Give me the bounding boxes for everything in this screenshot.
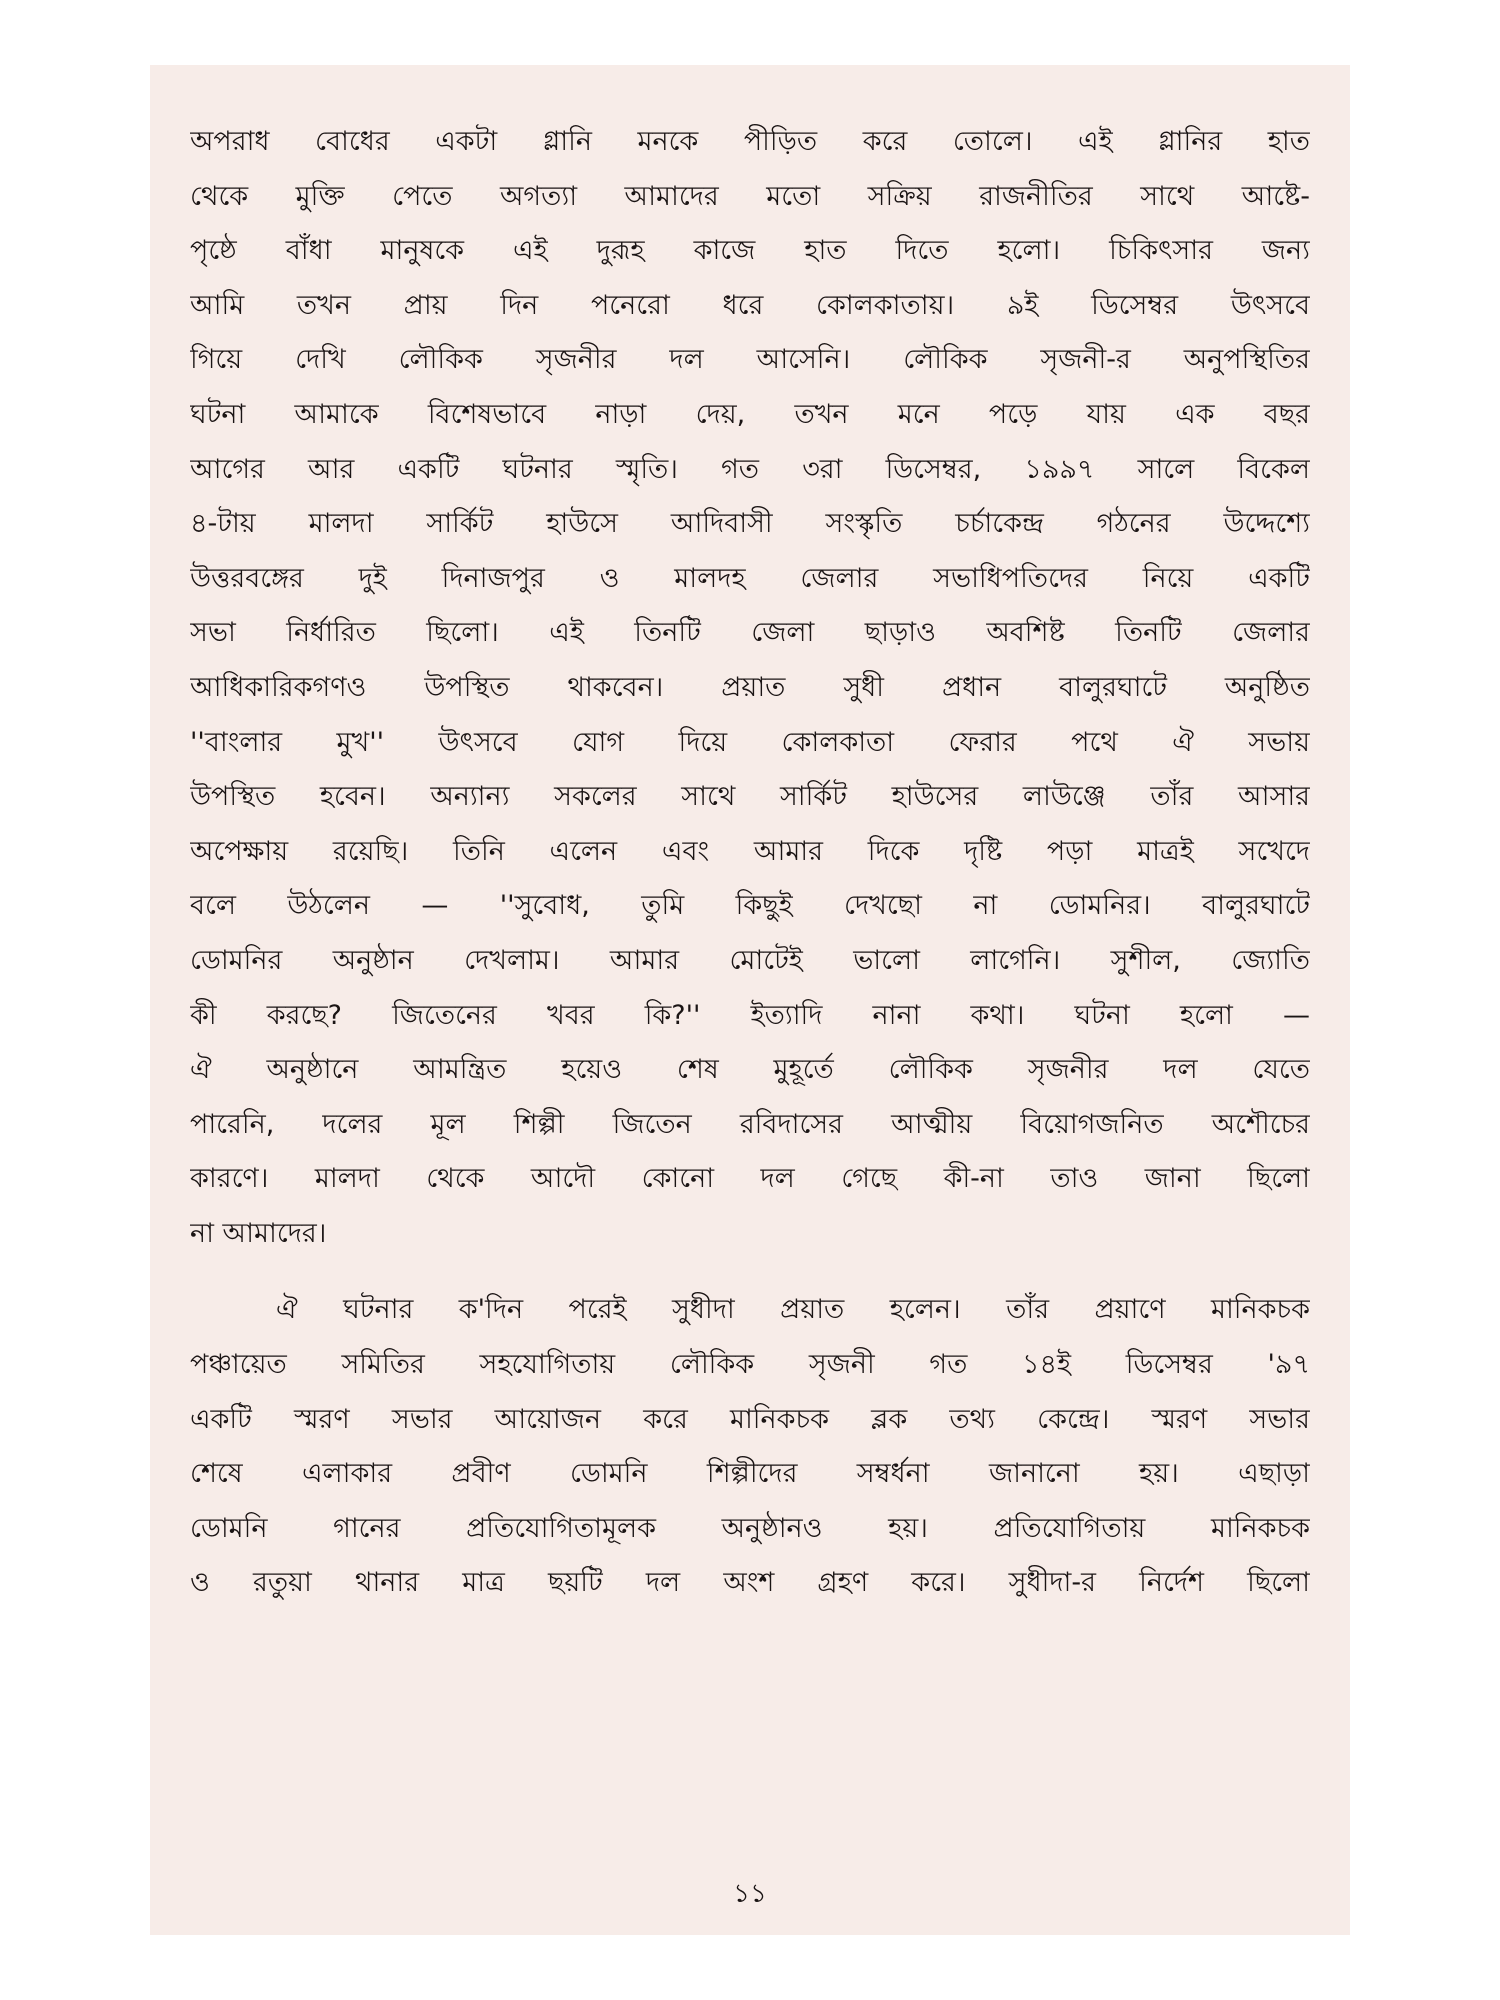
text-line: অপরাধ বোধের একটা গ্লানি মনকে পীড়িত করে তোলে। এই গ্লানির হাত — [190, 126, 1310, 157]
text-line: কী করছে? জিতেনের খবর কি?'' ইত্যাদি নানা কথা। ঘটনা হলো — — [190, 999, 1310, 1031]
page-number: ১১ — [733, 1879, 767, 1909]
text-line: ঐ অনুষ্ঠানে আমন্ত্রিত হয়েও শেষ মুহূর্তে লৌকিক সৃজনীর দল যেতে — [190, 1054, 1310, 1086]
text-line: পৃষ্ঠে বাঁধা মানুষকে এই দুরূহ কাজে হাত দিতে হলো। চিকিৎসার জন্য — [190, 235, 1310, 267]
text-line: ''বাংলার মুখ'' উৎসবে যোগ দিয়ে কোলকাতা ফেরার পথে ঐ সভায় — [190, 726, 1310, 758]
paragraph-gap — [190, 1261, 1310, 1283]
text-line: ডোমনির অনুষ্ঠান দেখলাম। আমার মোটেই ভালো লাগেনি। সুশীল, জ্যোতি — [190, 944, 1310, 976]
text-line: পঞ্চায়েত সমিতির সহযোগিতায় লৌকিক সৃজনী গত ১৪ই ডিসেম্বর '৯৭ — [190, 1349, 1310, 1381]
text-line: ও রতুয়া থানার মাত্র ছয়টি দল অংশ গ্রহণ করে। সুধীদা-র নির্দেশ ছিলো — [190, 1567, 1310, 1599]
text-line: ঘটনা আমাকে বিশেষভাবে নাড়া দেয়, তখন মনে পড়ে যায় এক বছর — [190, 398, 1310, 430]
text-line: ৪-টায় মালদা সার্কিট হাউসে আদিবাসী সংস্কৃতি চর্চাকেন্দ্র গঠনের উদ্দেশ্যে — [190, 508, 1310, 540]
paragraph-2 — [190, 1283, 1310, 1611]
book-page — [150, 65, 1350, 1935]
text-line: উত্তরবঙ্গের দুই দিনাজপুর ও মালদহ জেলার সভাধিপতিদের নিয়ে একটি — [190, 562, 1310, 594]
text-line: আধিকারিকগণও উপস্থিত থাকবেন। প্রয়াত সুধী প্রধান বালুরঘাটে অনুষ্ঠিত — [190, 671, 1310, 703]
text-line: অপেক্ষায় রয়েছি। তিনি এলেন এবং আমার দিকে দৃষ্টি পড়া মাত্রই সখেদে — [190, 835, 1310, 867]
text-line: না আমাদের। — [190, 1217, 327, 1249]
text-line: ডোমনি গানের প্রতিযোগিতামূলক অনুষ্ঠানও হয়। প্রতিযোগিতায় মানিকচক — [190, 1512, 1310, 1544]
text-line: গিয়ে দেখি লৌকিক সৃজনীর দল আসেনি। লৌকিক সৃজনী-র অনুপস্থিতির — [190, 344, 1310, 376]
text-line: আগের আর একটি ঘটনার স্মৃতি। গত ৩রা ডিসেম্বর, ১৯৯৭ সালে বিকেল — [190, 453, 1310, 485]
text-line: পারেনি, দলের মূল শিল্পী জিতেন রবিদাসের আত্মীয় বিয়োগজনিত অশৌচের — [190, 1108, 1310, 1140]
text-line: আমি তখন প্রায় দিন পনেরো ধরে কোলকাতায়। ৯ই ডিসেম্বর উৎসবে — [190, 289, 1310, 321]
body-text — [190, 115, 1310, 1611]
text-line: বলে উঠলেন — ''সুবোধ, তুমি কিছুই দেখছো না ডোমনির। বালুরঘাটে — [190, 890, 1310, 922]
text-line: একটি স্মরণ সভার আয়োজন করে মানিকচক ব্লক তথ্য কেন্দ্রে। স্মরণ সভার — [190, 1403, 1310, 1435]
text-line: শেষে এলাকার প্রবীণ ডোমনি শিল্পীদের সম্বর্ধনা জানানো হয়। এছাড়া — [190, 1458, 1310, 1490]
text-line: উপস্থিত হবেন। অন্যান্য সকলের সাথে সার্কিট হাউসের লাউঞ্জে তাঁর আসার — [190, 781, 1310, 813]
text-line: ঐ ঘটনার ক'দিন পরেই সুধীদা প্রয়াত হলেন। তাঁর প্রয়াণে মানিকচক — [276, 1294, 1310, 1326]
text-line: থেকে মুক্তি পেতে অগত্যা আমাদের মতো সক্রিয় রাজনীতির সাথে আষ্টে- — [190, 180, 1310, 212]
text-line: কারণে। মালদা থেকে আদৌ কোনো দল গেছে কী-না তাও জানা ছিলো — [190, 1163, 1310, 1195]
text-line: সভা নির্ধারিত ছিলো। এই তিনটি জেলা ছাড়াও অবশিষ্ট তিনটি জেলার — [190, 617, 1310, 649]
paragraph-1 — [190, 115, 1310, 1261]
